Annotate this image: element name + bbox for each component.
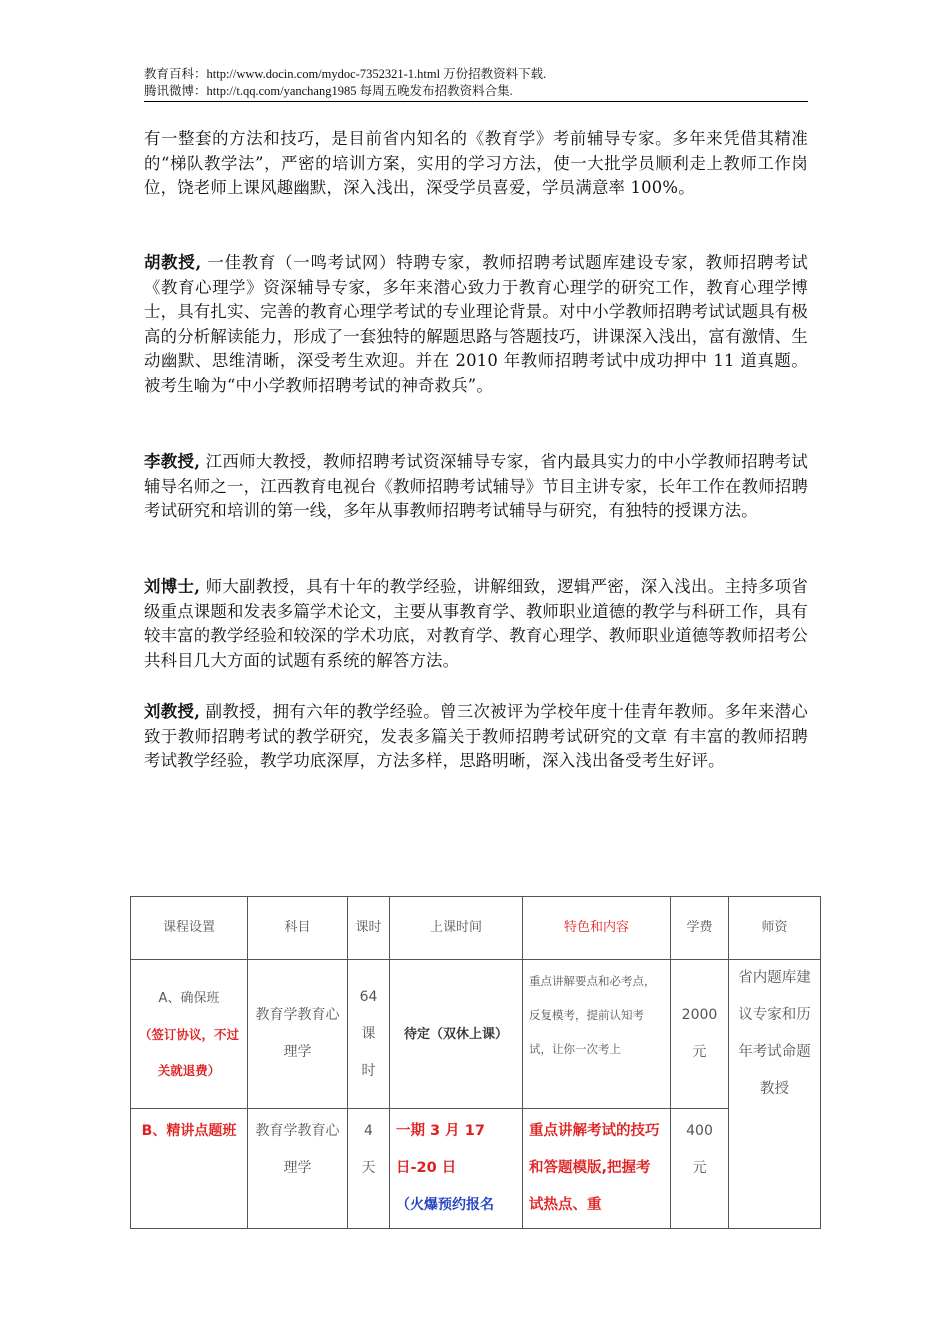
- row-b-feature: 重点讲解考试的技巧和答题模版,把握考试热点、重: [523, 1109, 671, 1229]
- header-time: 上课时间: [390, 897, 523, 960]
- header-line-weibo: 腾讯微博：http://t.qq.com/yanchang1985 每周五晚发布招教资料合集.: [144, 84, 513, 98]
- row-a-course-label: A、确保班: [158, 990, 220, 1006]
- header-feature: 特色和内容: [523, 897, 671, 960]
- row-a-feature: 重点讲解要点和必考点，反复模考，提前认知考试，让你一次考上: [523, 960, 671, 1109]
- teacher-li-name: 李教授,: [144, 452, 201, 471]
- row-a-course: [131, 960, 248, 1109]
- teacher-li-text: 江西师大教授，教师招聘考试资深辅导专家，省内最具实力的中小学教师招聘考试辅导名师之一，江西教育电视台《教师招聘考试辅导》节目主讲专家，长年工作在教师招聘考试研究和培训的第一线，多年从事教师招聘考试辅导与研究，有独特的授课方法。: [144, 452, 809, 520]
- row-a-course-note: （签订协议，不过关就退费）: [138, 1026, 239, 1078]
- row-b-fee: 400元: [671, 1109, 729, 1229]
- row-a-subject: 教育学教育心理学: [248, 960, 348, 1109]
- row-b-time-label: 一期 3 月 17日-20 日: [396, 1123, 485, 1176]
- intro-paragraph: [144, 127, 808, 201]
- row-b-subject: 教育学教育心理学: [248, 1109, 348, 1229]
- teacher-li-paragraph: [144, 450, 808, 524]
- header-divider: [144, 101, 808, 102]
- teacher-hu-paragraph: [144, 251, 808, 398]
- table-header-row: [131, 897, 821, 960]
- teacher-liu-professor-name: 刘教授,: [144, 702, 201, 721]
- row-a-hours: 64课时: [348, 960, 390, 1109]
- header-line-docin: 教育百科：http://www.docin.com/mydoc-7352321-1.html 万份招教资料下载.: [144, 67, 547, 81]
- row-b-time: [390, 1109, 523, 1229]
- table-row: [131, 1109, 821, 1229]
- header-teacher: 师资: [729, 897, 821, 960]
- row-a-fee: 2000元: [671, 960, 729, 1109]
- teacher-liu-doctor-name: 刘博士,: [144, 577, 201, 596]
- teacher-liu-professor-text: 副教授，拥有六年的教学经验。曾三次被评为学校年度十佳青年教师。多年来潜心致于教师招聘考试的教学研究，发表多篇关于教师招聘考试研究的文章 有丰富的教师招聘考试教学经验，教学功底深厚，方法多样，思路明晰，深入浅出备受考生好评。: [144, 702, 809, 770]
- teacher-liu-professor-paragraph: [144, 700, 808, 774]
- header-hours: 课时: [348, 897, 390, 960]
- page-header: [144, 66, 806, 100]
- teacher-liu-doctor-paragraph: [144, 575, 808, 673]
- teacher-liu-doctor-text: 师大副教授，具有十年的教学经验，讲解细致，逻辑严密，深入浅出。主持多项省级重点课题和发表多篇学术论文，主要从事教育学、教师职业道德的教学与科研工作，具有较丰富的教学经验和较深的学术功底，对教育学、教育心理学、教师职业道德等教师招考公共科目几大方面的试题有系统的解答方法。: [144, 577, 809, 670]
- table-row: [131, 960, 821, 1109]
- intro-text: 有一整套的方法和技巧，是目前省内知名的《教育学》考前辅导专家。多年来凭借其精准的“梯队教学法”，严密的培训方案，实用的学习方法，使一大批学员顺利走上教师工作岗位，饶老师上课风趣幽默，深入浅出，深受学员喜爱，学员满意率 100%。: [144, 129, 808, 197]
- header-fee: 学费: [671, 897, 729, 960]
- teacher-hu-name: 胡教授,: [144, 253, 202, 272]
- row-teacher-shared: 省内题库建议专家和历年考试命题教授: [729, 960, 821, 1229]
- row-b-hours: 4天: [348, 1109, 390, 1229]
- header-course: 课程设置: [131, 897, 248, 960]
- course-table: [130, 896, 821, 1229]
- row-b-time-note: （火爆预约报名: [396, 1197, 494, 1213]
- row-a-time: 待定（双休上课）: [390, 960, 523, 1109]
- row-b-course: B、精讲点题班: [131, 1109, 248, 1229]
- header-subject: 科目: [248, 897, 348, 960]
- teacher-hu-text: 一佳教育（一鸣考试网）特聘专家，教师招聘考试题库建设专家，教师招聘考试《教育心理学》资深辅导专家，多年来潜心致力于教育心理学的研究工作，教育心理学博士，具有扎实、完善的教育心理学考试的专业理论背景。对中小学教师招聘考试试题具有极高的分析解读能力，形成了一套独特的解题思路与答题技巧，讲课深入浅出，富有激情、生动幽默、思维清晰，深受考生欢迎。并在 2010 年教师招聘考试中成功押中 11 道真题。被考生喻为“中小学教师招聘考试的神奇救兵”。: [144, 253, 808, 395]
